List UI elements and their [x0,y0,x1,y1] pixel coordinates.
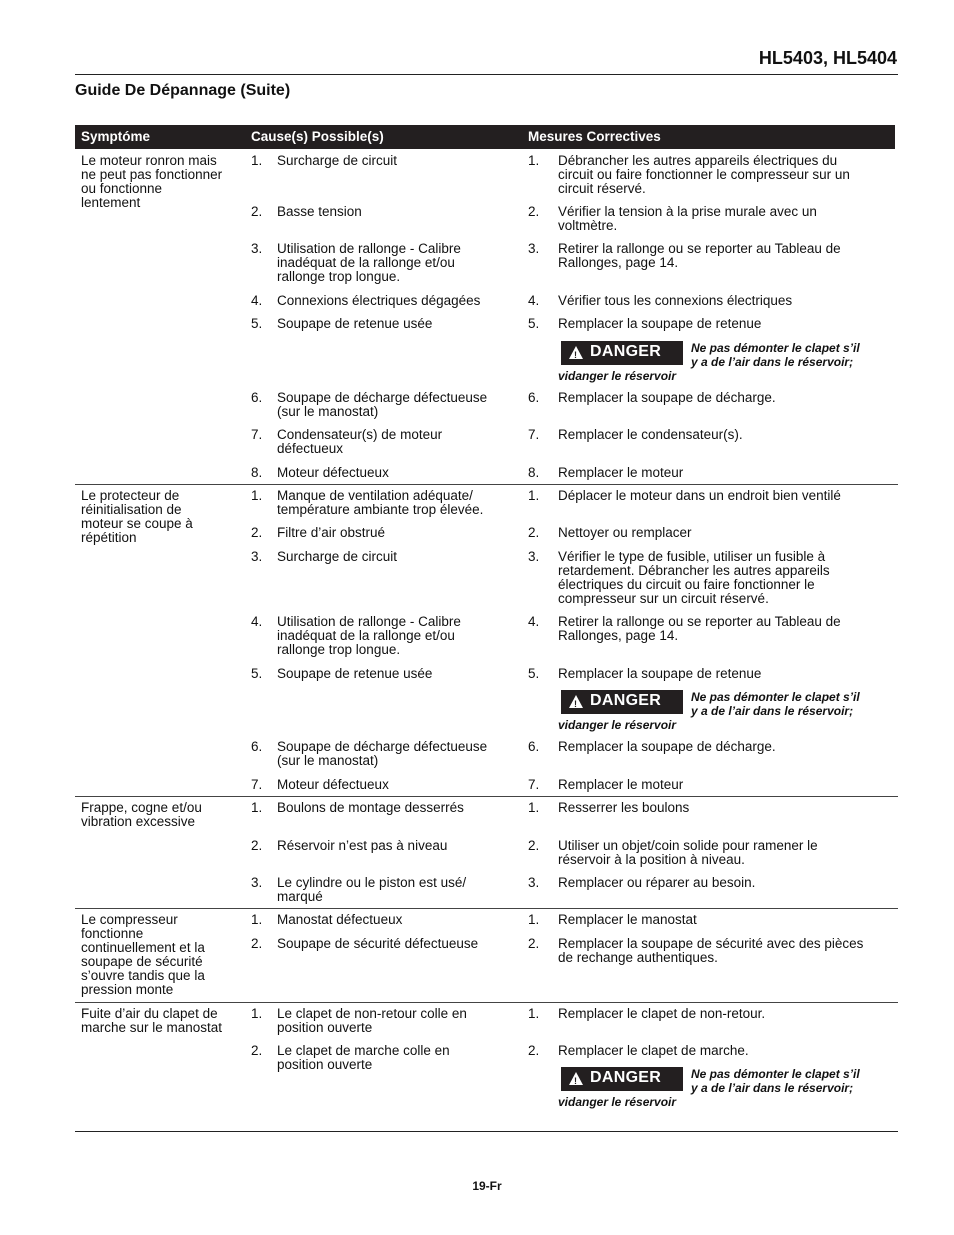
danger-text-line: Ne pas démonter le clapet s’il [691,1067,860,1081]
cause-line: Basse tension [277,204,362,219]
remedy-line: Remplacer la soupape de décharge. [558,390,776,405]
cause-line: inadéquat de la rallonge et/ou [277,255,455,270]
remedy-line: Rallonges, page 14. [558,255,679,270]
danger-label: DANGER [590,343,662,360]
remedy-line: Remplacer le condensateur(s). [558,427,743,442]
cause-line: Soupape de sécurité défectueuse [277,936,479,951]
table-row [75,909,895,1003]
cause-line: marqué [277,889,323,904]
remedy-number: 5. [528,666,540,681]
remedy-number: 2. [528,525,540,540]
remedy-number: 7. [528,777,540,792]
symptom-line: moteur se coupe à [81,516,193,531]
table-row [75,485,895,797]
column-header-remedy: Mesures Correctives [528,129,661,144]
symptom-line: marche sur le manostat [81,1020,223,1035]
danger-warning [558,1067,888,1111]
danger-label: DANGER [590,1069,662,1086]
symptom-line: vibration excessive [81,814,196,829]
cause-line: rallonge trop longue. [277,642,401,657]
exclamation-icon: ! [574,350,577,360]
danger-badge [561,1067,683,1091]
danger-text-line: y a de l’air dans le réservoir; [691,704,854,718]
remedy-line: Remplacer la soupape de retenue [558,316,762,331]
danger-text-line: vidanger le réservoir [558,1095,677,1109]
remedy-line: Vérifier le type de fusible, utiliser un fusible à [558,549,826,564]
remedy-line: de rechange authentiques. [558,950,718,965]
danger-text-line: vidanger le réservoir [558,718,677,732]
remedy-line: Retirer la rallonge ou se reporter au Tableau de [558,614,841,629]
cause-line: Le clapet de non-retour colle en [277,1006,467,1021]
cause-number: 1. [251,488,263,503]
danger-warning [558,341,888,385]
remedy-line: Utiliser un objet/coin solide pour ramener le [558,838,818,853]
cause-number: 5. [251,666,263,681]
remedy-line: Retirer la rallonge ou se reporter au Tableau de [558,241,841,256]
remedy-line: Vérifier la tension à la prise murale avec un [558,204,817,219]
remedy-number: 3. [528,549,540,564]
cause-line: inadéquat de la rallonge et/ou [277,628,455,643]
symptom-line: Frappe, cogne et/ou [81,800,202,815]
danger-text-line: y a de l’air dans le réservoir; [691,1081,854,1095]
cause-line: Surcharge de circuit [277,549,398,564]
symptom-cell [81,154,243,210]
remedy-number: 2. [528,1043,540,1058]
cause-line: (sur le manostat) [277,753,379,768]
symptom-line: fonctionne [81,926,144,941]
table-row [75,150,895,485]
page-number: 19-Fr [472,1179,502,1193]
cause-line: Filtre d’air obstrué [277,525,386,540]
remedy-number: 8. [528,465,540,480]
symptom-line: ne peut pas fonctionner [81,167,223,182]
remedy-line: Remplacer le clapet de non-retour. [558,1006,766,1021]
remedy-line: retardement. Débrancher les autres appareils [558,563,830,578]
remedy-line: Vérifier tous les connexions électriques [558,293,793,308]
symptom-line: ou fonctionne [81,181,163,196]
remedy-line: Débrancher les autres appareils électriques du [558,153,838,168]
remedy-number: 7. [528,427,540,442]
symptom-line: Fuite d’air du clapet de [81,1006,218,1021]
cause-number: 2. [251,204,263,219]
exclamation-icon: ! [574,699,577,709]
cause-number: 2. [251,936,263,951]
remedy-line: Remplacer la soupape de retenue [558,666,762,681]
remedy-line: Remplacer le moteur [558,777,684,792]
remedy-number: 1. [528,153,540,168]
cause-number: 7. [251,777,263,792]
column-header-symptom: Symptóme [81,129,151,144]
column-header-cause: Cause(s) Possible(s) [251,129,384,144]
cause-number: 2. [251,525,263,540]
remedy-number: 3. [528,241,540,256]
cause-line: Utilisation de rallonge - Calibre [277,614,461,629]
symptom-line: réinitialisation de [81,502,182,517]
symptom-cell [81,1007,243,1035]
cause-line: Moteur défectueux [277,777,389,792]
cause-number: 3. [251,875,263,890]
remedy-number: 1. [528,800,540,815]
cause-line: position ouverte [277,1057,373,1072]
remedy-line: circuit réservé. [558,181,646,196]
danger-badge [561,690,683,714]
cause-line: défectueux [277,441,344,456]
remedy-number: 2. [528,838,540,853]
remedy-line: Rallonges, page 14. [558,628,679,643]
table-row [75,797,895,909]
remedy-line: Remplacer la soupape de décharge. [558,739,776,754]
cause-number: 6. [251,390,263,405]
table-bottom-rule [75,1131,898,1132]
cause-line: Le clapet de marche colle en [277,1043,450,1058]
remedy-line: réservoir à la position à niveau. [558,852,745,867]
cause-line: rallonge trop longue. [277,269,401,284]
remedy-number: 4. [528,614,540,629]
remedy-number: 2. [528,204,540,219]
symptom-cell [81,801,243,829]
remedy-line: Déplacer le moteur dans un endroit bien ventilé [558,488,841,503]
cause-number: 7. [251,427,263,442]
remedy-number: 1. [528,912,540,927]
danger-text-line: vidanger le réservoir [558,369,677,383]
cause-number: 4. [251,614,263,629]
danger-text-line: y a de l’air dans le réservoir; [691,355,854,369]
danger-text [691,341,891,369]
remedy-number: 6. [528,390,540,405]
cause-line: Soupape de retenue usée [277,666,433,681]
symptom-line: lentement [81,195,141,210]
exclamation-icon: ! [574,1076,577,1086]
symptom-line: Le moteur ronron mais [81,153,217,168]
cause-number: 1. [251,153,263,168]
danger-text [691,1067,891,1095]
remedy-line: Remplacer le clapet de marche. [558,1043,749,1058]
cause-number: 8. [251,465,263,480]
danger-text [691,690,891,718]
remedy-number: 2. [528,936,540,951]
remedy-number: 1. [528,1006,540,1021]
remedy-line: Resserrer les boulons [558,800,690,815]
symptom-line: s’ouvre tandis que la [81,968,205,983]
symptom-line: continuellement et la [81,940,205,955]
cause-number: 1. [251,1006,263,1021]
cause-number: 1. [251,800,263,815]
cause-line: Surcharge de circuit [277,153,398,168]
symptom-line: Le compresseur [81,912,178,927]
symptom-line: soupape de sécurité [81,954,203,969]
header-rule [75,74,898,75]
symptom-line: répétition [81,530,137,545]
danger-label: DANGER [590,692,662,709]
cause-line: Soupape de décharge défectueuse [277,739,488,754]
section-title: Guide De Dépannage (Suite) [75,82,291,99]
danger-text-line: Ne pas démonter le clapet s’il [691,341,860,355]
cause-line: Moteur défectueux [277,465,389,480]
cause-line: Condensateur(s) de moteur [277,427,443,442]
remedy-line: circuit ou faire fonctionner le compresseur sur un [558,167,850,182]
cause-number: 1. [251,912,263,927]
remedy-line: électriques du circuit ou faire fonctionner le [558,577,815,592]
danger-badge [561,341,683,365]
danger-warning [558,690,888,734]
remedy-number: 5. [528,316,540,331]
cause-line: Connexions électriques dégagées [277,293,481,308]
cause-line: Soupape de décharge défectueuse [277,390,488,405]
cause-number: 2. [251,1043,263,1058]
table-header [75,125,895,149]
symptom-cell [81,913,243,997]
cause-line: position ouverte [277,1020,373,1035]
cause-line: Réservoir n’est pas à niveau [277,838,448,853]
symptom-line: pression monte [81,982,174,997]
cause-number: 6. [251,739,263,754]
remedy-line: Remplacer la soupape de sécurité avec des pièces [558,936,864,951]
cause-number: 4. [251,293,263,308]
remedy-line: Nettoyer ou remplacer [558,525,692,540]
symptom-cell [81,489,243,545]
cause-line: Manostat défectueux [277,912,403,927]
cause-line: Soupape de retenue usée [277,316,433,331]
cause-line: Utilisation de rallonge - Calibre [277,241,461,256]
cause-line: Boulons de montage desserrés [277,800,464,815]
table-row [75,1003,895,1128]
cause-line: (sur le manostat) [277,404,379,419]
danger-text-line: Ne pas démonter le clapet s’il [691,690,860,704]
remedy-line: voltmètre. [558,218,618,233]
remedy-line: Remplacer ou réparer au besoin. [558,875,756,890]
remedy-line: compresseur sur un circuit réservé. [558,591,769,606]
model-number: HL5403, HL5404 [758,48,897,68]
remedy-number: 4. [528,293,540,308]
cause-line: Le cylindre ou le piston est usé/ [277,875,467,890]
cause-number: 3. [251,549,263,564]
remedy-number: 3. [528,875,540,890]
remedy-line: Remplacer le manostat [558,912,697,927]
cause-number: 2. [251,838,263,853]
cause-number: 3. [251,241,263,256]
cause-number: 5. [251,316,263,331]
remedy-number: 6. [528,739,540,754]
remedy-line: Remplacer le moteur [558,465,684,480]
symptom-line: Le protecteur de [81,488,180,503]
cause-line: température ambiante trop élevée. [277,502,484,517]
remedy-number: 1. [528,488,540,503]
cause-line: Manque de ventilation adéquate/ [277,488,473,503]
